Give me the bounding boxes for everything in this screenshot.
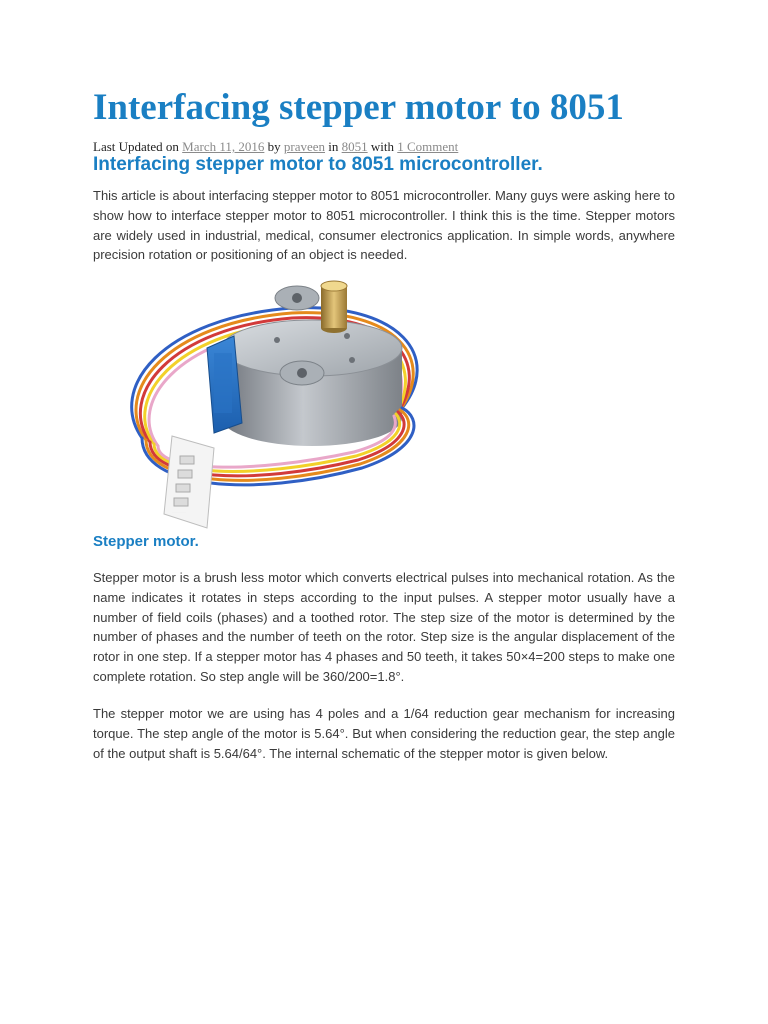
page-title: Interfacing stepper motor to 8051: [93, 87, 624, 128]
section-title-stepper-motor: Stepper motor.: [93, 533, 199, 550]
category-link[interactable]: 8051: [341, 139, 368, 154]
comments-link[interactable]: 1 Comment: [397, 139, 459, 154]
meta-by: by: [267, 139, 281, 154]
motor-body: [222, 281, 402, 446]
stepper-motor-image: [102, 278, 447, 530]
connector-plug: [164, 436, 214, 528]
meta-with: with: [370, 139, 395, 154]
intro-paragraph: This article is about interfacing stepper motor to 8051 microcontroller. Many guys were asking here to show how to interface stepper motor to 8051 microcontroller. I think this is the time. Stepper motors are widely used in industrial, medical, consumer electronics application. In simple words, anywhere precision rotation or positioning of an object is needed.: [93, 188, 675, 263]
meta-prefix: Last Updated on: [93, 139, 179, 154]
article-subtitle: Interfacing stepper motor to 8051 microcontroller.: [93, 154, 543, 175]
author-link[interactable]: praveen: [283, 139, 326, 154]
meta-in: in: [328, 139, 339, 154]
stepper-motor-paragraph: Stepper motor is a brush less motor which converts electrical pulses into mechanical rotation. As the name indicates it rotates in steps according to the input pulses. A stepper motor usually have a number of field coils (phases) and a toothed rotor. The step size of the motor is determined by the number of phases and the number of teeth on the rotor. Step size is the angular displacement of the rotor in one step. If a stepper motor has 4 phases and 50 teeth, it takes 50×4=200 steps to make one complete rotation. So step angle will be 360/200=1.8°.: [93, 570, 675, 684]
date-link[interactable]: March 11, 2016: [182, 139, 265, 154]
gear-paragraph: The stepper motor we are using has 4 poles and a 1/64 reduction gear mechanism for increasing torque. The step angle of the motor is 5.64°. But when considering the reduction gear, the step angle of the output shaft is 5.64/64°. The internal schematic of the stepper motor is given below.: [93, 706, 675, 761]
